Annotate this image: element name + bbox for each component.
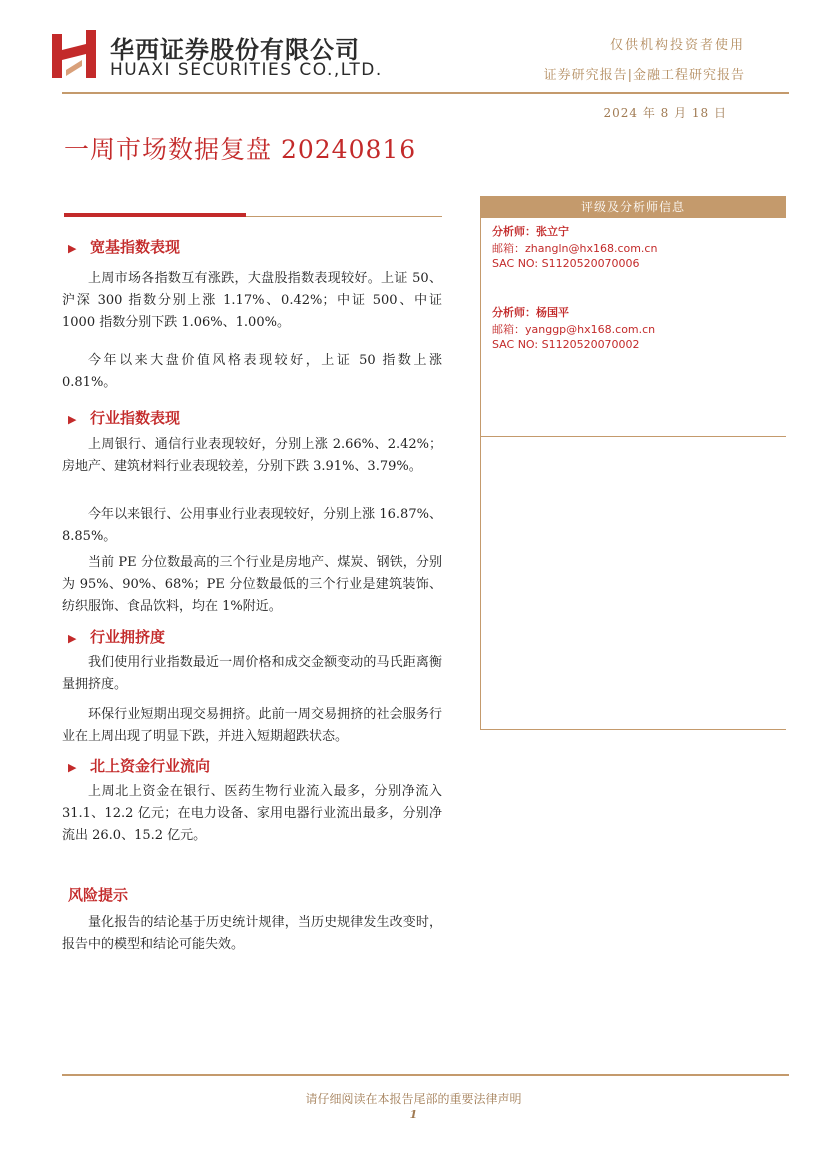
section-title-crowding: ▶ 行业拥挤度 xyxy=(68,628,166,646)
report-date: 2024 年 8 月 18 日 xyxy=(603,106,727,120)
report-title: 一周市场数据复盘 20240816 xyxy=(64,135,417,164)
paragraph: 今年以来大盘价值风格表现较好，上证 50 指数上涨 0.81%。 xyxy=(62,353,442,390)
paragraph: 上周银行、通信行业表现较好，分别上涨 2.66%、2.42%；房地产、建筑材料行业表现较差，分别下跌 3.91%、3.79%。 xyxy=(62,437,442,474)
section-accent-bar xyxy=(64,213,246,217)
risk-title: 风险提示 xyxy=(68,886,129,904)
paragraph: 上周市场各指数互有涨跌，大盘股指数表现较好。上证 50、沪深 300 指数分别上涨 1.17%、0.42%；中证 500、中证 1000 指数分别下跌 1.06%、1.00%。 xyxy=(62,271,442,330)
company-logo xyxy=(52,30,98,78)
header-divider xyxy=(62,92,789,94)
company-name-cn: 华西证券股份有限公司 xyxy=(110,36,360,64)
footer-notice: 请仔细阅读在本报告尾部的重要法律声明 xyxy=(305,1092,522,1106)
company-name-en: HUAXI SECURITIES CO.,LTD. xyxy=(110,60,383,80)
section-title-broad-index: ▶ 宽基指数表现 xyxy=(68,238,181,256)
triangle-bullet-icon: ▶ xyxy=(68,242,77,255)
audience-note: 仅供机构投资者使用 xyxy=(609,38,745,53)
analyst-email[interactable]: 邮箱：zhangln@hx168.com.cn xyxy=(492,242,658,255)
triangle-bullet-icon: ▶ xyxy=(68,413,77,426)
paragraph: 上周北上资金在银行、医药生物行业流入最多，分别净流入 31.1、12.2 亿元；在电力设备、家用电器行业流出最多，分别净流出 26.0、15.2 亿元。 xyxy=(62,784,442,843)
paragraph: 今年以来银行、公用事业行业表现较好，分别上涨 16.87%、8.85%。 xyxy=(62,507,442,544)
analyst-box-bottom xyxy=(480,729,786,730)
analyst-email[interactable]: 邮箱：yanggp@hx168.com.cn xyxy=(492,323,656,336)
page-number: 1 xyxy=(409,1108,418,1121)
analyst-sac: SAC NO: S1120520070002 xyxy=(492,338,640,351)
report-type: 证券研究报告|金融工程研究报告 xyxy=(543,68,745,83)
risk-paragraph: 量化报告的结论基于历史统计规律，当历史规律发生改变时，报告中的模型和结论可能失效。 xyxy=(62,915,442,952)
section-accent-line xyxy=(246,216,442,217)
paragraph: 我们使用行业指数最近一周价格和成交金额变动的马氏距离衡量拥挤度。 xyxy=(62,655,442,692)
paragraph: 环保行业短期出现交易拥挤。此前一周交易拥挤的社会服务行业在上周出现了明显下跌，并进入短期超跌状态。 xyxy=(62,707,442,744)
footer-divider xyxy=(62,1074,789,1076)
triangle-bullet-icon: ▶ xyxy=(68,761,77,774)
analyst-sac: SAC NO: S1120520070006 xyxy=(492,257,640,270)
analyst-box-border xyxy=(480,218,481,730)
section-title-northbound: ▶ 北上资金行业流向 xyxy=(68,757,211,775)
paragraph: 当前 PE 分位数最高的三个行业是房地产、煤炭、钢铁，分别为 95%、90%、68%；PE 分位数最低的三个行业是建筑装饰、纺织服饰、食品饮料，均在 1%附近。 xyxy=(62,555,442,614)
analyst-name: 分析师：张立宁 xyxy=(492,225,569,238)
triangle-bullet-icon: ▶ xyxy=(68,632,77,645)
analyst-box-header: 评级及分析师信息 xyxy=(480,196,786,218)
section-title-industry-index: ▶ 行业指数表现 xyxy=(68,409,181,427)
analyst-name: 分析师：杨国平 xyxy=(492,306,569,319)
analyst-box-divider xyxy=(480,436,786,437)
